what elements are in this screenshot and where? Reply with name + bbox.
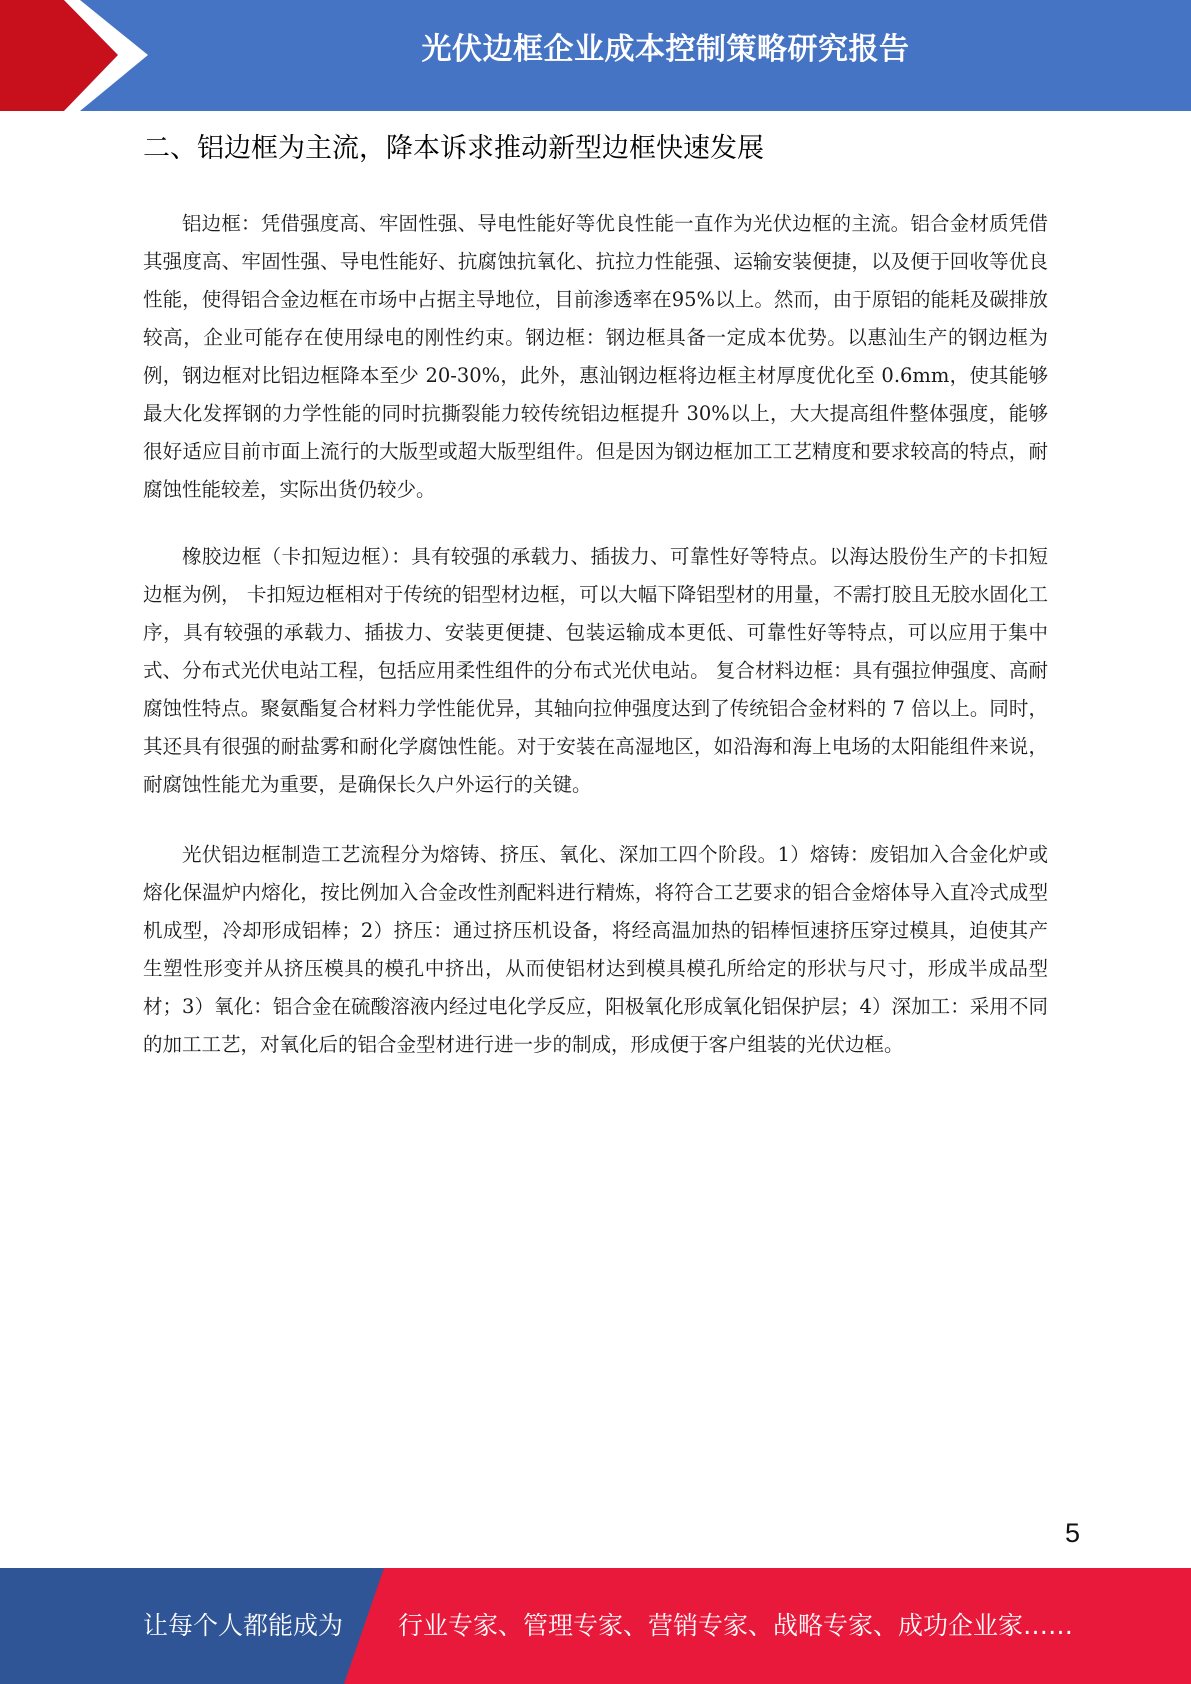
- footer-banner: [0, 1568, 1191, 1684]
- paragraph-rubber-composite-frames: 橡胶边框（卡扣短边框）：具有较强的承载力、插拔力、可靠性好等特点。以海达股份生产的卡扣短边框为例， 卡扣短边框相对于传统的铝型材边框，可以大幅下降铝型材的用量，不需打胶且无胶水固化工序，具有较强的承载力、插拔力、安装更便捷、包装运输成本更低、可靠性好等特点，可以应用于集中式、分布式光伏电站工程，包括应用柔性组件的分布式光伏电站。 复合材料边框：具有强拉伸强度、高耐腐蚀性特点。聚氨酯复合材料力学性能优异，其轴向拉伸强度达到了传统铝合金材料的 7 倍以上。同时，其还具有很强的耐盐雾和耐化学腐蚀性能。对于安装在高湿地区，如沿海和海上电场的太阳能组件来说，耐腐蚀性能尤为重要，是确保长久户外运行的关键。: [143, 545, 1048, 796]
- section-heading: 二、铝边框为主流，降本诉求推动新型边框快速发展: [143, 133, 764, 164]
- header-arrow-decoration: [0, 0, 160, 111]
- header-banner: [0, 0, 1191, 111]
- report-title: 光伏边框企业成本控制策略研究报告: [421, 32, 910, 67]
- footer-slogan-left: 让每个人都能成为: [143, 1611, 344, 1640]
- paragraph-aluminum-steel-frames: 铝边框：凭借强度高、牢固性强、导电性能好等优良性能一直作为光伏边框的主流。铝合金材质凭借其强度高、牢固性强、导电性能好、抗腐蚀抗氧化、抗拉力性能强、运输安装便捷，以及便于回收等优良性能，使得铝合金边框在市场中占据主导地位，目前渗透率在95%以上。然而，由于原铝的能耗及碳排放较高，企业可能存在使用绿电的刚性约束。钢边框：钢边框具备一定成本优势。以惠汕生产的钢边框为例，钢边框对比铝边框降本至少 20-30%，此外，惠汕钢边框将边框主材厚度优化至 0.6mm，使其能够最大化发挥钢的力学性能的同时抗撕裂能力较传统铝边框提升 30%以上，大大提高组件整体强度，能够很好适应目前市面上流行的大版型或超大版型组件。但是因为钢边框加工工艺精度和要求较高的特点，耐腐蚀性能较差，实际出货仍较少。: [143, 212, 1048, 501]
- paragraph-manufacturing-process: 光伏铝边框制造工艺流程分为熔铸、挤压、氧化、深加工四个阶段。1）熔铸：废铝加入合金化炉或熔化保温炉内熔化，按比例加入合金改性剂配料进行精炼，将符合工艺要求的铝合金熔体导入直冷式成型机成型，冷却形成铝棒；2）挤压：通过挤压机设备，将经高温加热的铝棒恒速挤压穿过模具，迫使其产生塑性形变并从挤压模具的模孔中挤出，从而使铝材达到模具模孔所给定的形状与尺寸，形成半成品型材；3）氧化：铝合金在硫酸溶液内经过电化学反应，阳极氧化形成氧化铝保护层；4）深加工：采用不同的加工工艺，对氧化后的铝合金型材进行进一步的制成，形成便于客户组装的光伏边框。: [143, 843, 1048, 1056]
- page-number: 5: [1064, 1518, 1080, 1548]
- footer-slogan-right: 行业专家、管理专家、营销专家、战略专家、成功企业家……: [398, 1611, 1074, 1640]
